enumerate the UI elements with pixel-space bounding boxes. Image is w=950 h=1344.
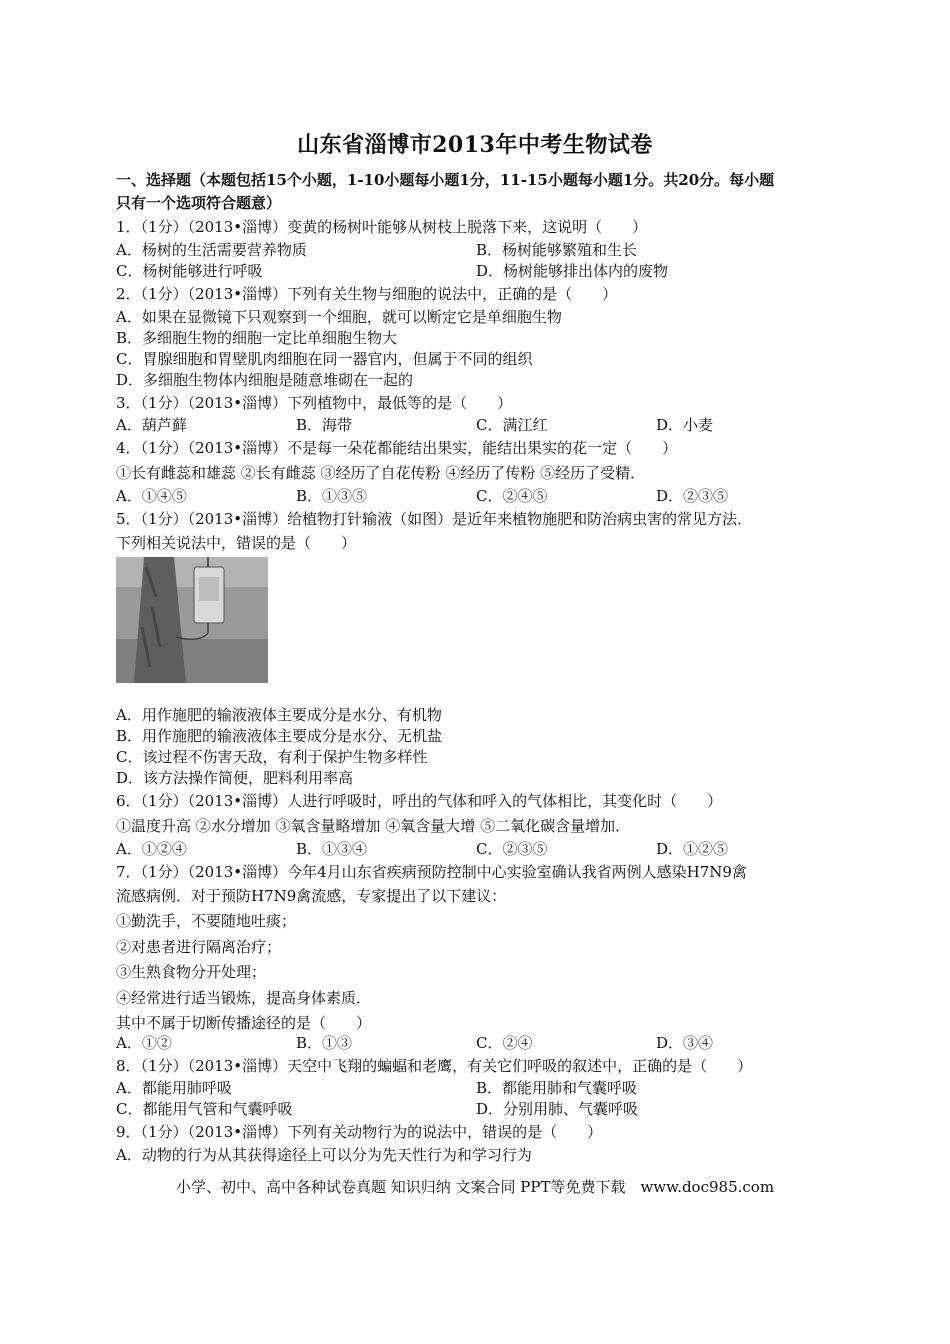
q5-option-b: B．用作施肥的输液液体主要成分是水分、无机盐 <box>116 727 443 745</box>
tree-infusion-photo <box>116 557 268 683</box>
q8-option-b: B．都能用肺和气囊呼吸 <box>476 1079 638 1097</box>
q9-option-a: A．动物的行为从其获得途径上可以分为先天性行为和学习行为 <box>116 1146 532 1164</box>
q5-stem-line1: 5．（1分）（2013•淄博）给植物打针输液（如图）是近年来植物施肥和防治病虫害的常见方法． <box>116 510 753 528</box>
q6-option-b: B．①③④ <box>296 840 368 858</box>
q6-option-c: C．②③⑤ <box>476 840 548 858</box>
q2-option-a: A．如果在显微镜下只观察到一个细胞，就可以断定它是单细胞生物 <box>116 308 562 326</box>
section-heading-line2: 只有一个选项符合题意） <box>116 194 282 212</box>
q4-option-c: C．②④⑤ <box>476 487 548 505</box>
q2-option-c: C．胃腺细胞和胃壁肌肉细胞在同一器官内，但属于不同的组织 <box>116 350 533 368</box>
q1-option-c: C．杨树能够进行呼吸 <box>116 262 263 280</box>
q5-option-a: A．用作施肥的输液液体主要成分是水分、有机物 <box>116 706 442 724</box>
q9-stem: 9．（1分）（2013•淄博）下列有关动物行为的说法中，错误的是（ ） <box>116 1123 603 1141</box>
q3-option-d: D．小麦 <box>656 416 714 434</box>
section-heading-line1: 一、选择题（本题包括15个小题，1-10小题每小题1分，11-15小题每小题1分。共20分。每小题 <box>116 171 775 189</box>
q2-option-b: B．多细胞生物的细胞一定比单细胞生物大 <box>116 329 398 347</box>
page-title: 山东省淄博市2013年中考生物试卷 <box>297 132 653 158</box>
q2-option-d: D．多细胞生物体内细胞是随意堆砌在一起的 <box>116 371 414 389</box>
q1-option-b: B．杨树能够繁殖和生长 <box>476 241 638 259</box>
q1-option-a: A．杨树的生活需要营养物质 <box>116 241 307 259</box>
q7-suggestion-3: ③生熟食物分开处理； <box>116 963 267 981</box>
q7-option-b: B．①③ <box>296 1034 353 1052</box>
q8-option-c: C．都能用气管和气囊呼吸 <box>116 1100 293 1118</box>
q5-stem-line2: 下列相关说法中，错误的是（ ） <box>116 534 357 552</box>
q4-items: ①长有雌蕊和雄蕊 ②长有雌蕊 ③经历了自花传粉 ④经历了传粉 ⑤经历了受精． <box>116 464 646 482</box>
q6-items: ①温度升高 ②水分增加 ③氧含量略增加 ④氧含量大增 ⑤二氧化碳含量增加． <box>116 817 631 835</box>
q4-option-a: A．①④⑤ <box>116 487 187 505</box>
q7-option-a: A．①② <box>116 1034 172 1052</box>
q7-option-c: C．②④ <box>476 1034 533 1052</box>
q5-option-d: D．该方法操作简便，肥料利用率高 <box>116 769 354 787</box>
q4-option-d: D．②③⑤ <box>656 487 729 505</box>
q7-suggestion-1: ①勤洗手，不要随地吐痰； <box>116 912 297 930</box>
q6-option-d: D．①②⑤ <box>656 840 729 858</box>
q1-option-d: D．杨树能够排出体内的废物 <box>476 262 669 280</box>
q7-stem-line2: 流感病例．对于预防H7N9禽流感，专家提出了以下建议： <box>116 887 507 905</box>
q7-option-d: D．③④ <box>656 1034 714 1052</box>
q3-option-b: B．海带 <box>296 416 353 434</box>
q2-stem: 2．（1分）（2013•淄博）下列有关生物与细胞的说法中，正确的是（ ） <box>116 285 618 303</box>
q4-option-b: B．①③⑤ <box>296 487 368 505</box>
q1-stem: 1．（1分）（2013•淄博）变黄的杨树叶能够从树枝上脱落下来，这说明（ ） <box>116 218 648 236</box>
q8-stem: 8．（1分）（2013•淄博）天空中飞翔的蝙蝠和老鹰，有关它们呼吸的叙述中，正确的是（ ） <box>116 1057 753 1075</box>
q8-option-a: A．都能用肺呼吸 <box>116 1079 232 1097</box>
q8-option-d: D．分别用肺、气囊呼吸 <box>476 1100 639 1118</box>
q7-stem-line1: 7．（1分）（2013•淄博）今年4月山东省疾病预防控制中心实验室确认我省两例人感染H7N9禽 <box>116 863 747 881</box>
page-footer: 小学、初中、高中各种试卷真题 知识归纳 文案合同 PPT等免费下载 www.doc985.com <box>175 1178 775 1196</box>
q7-suggestion-2: ②对患者进行隔离治疗； <box>116 938 282 956</box>
q3-option-a: A．葫芦藓 <box>116 416 187 434</box>
q7-question: 其中不属于切断传播途径的是（ ） <box>116 1014 372 1032</box>
q4-stem: 4．（1分）（2013•淄博）不是每一朵花都能结出果实，能结出果实的花一定（ ） <box>116 439 678 457</box>
q6-stem: 6．（1分）（2013•淄博）人进行呼吸时，呼出的气体和呼入的气体相比，其变化时（ ） <box>116 792 723 810</box>
q5-option-c: C．该过程不伤害天敌，有利于保护生物多样性 <box>116 748 428 766</box>
q7-suggestion-4: ④经常进行适当锻炼，提高身体素质． <box>116 989 372 1007</box>
q3-stem: 3．（1分）（2013•淄博）下列植物中，最低等的是（ ） <box>116 394 513 412</box>
q6-option-a: A．①②④ <box>116 840 187 858</box>
q3-option-c: C．满江红 <box>476 416 548 434</box>
